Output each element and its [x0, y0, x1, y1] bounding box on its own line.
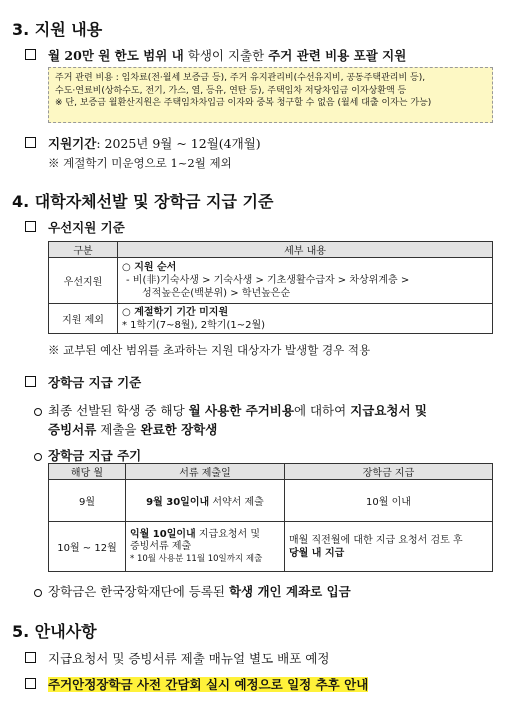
table-cell-payment: 10월 이내 [285, 480, 493, 522]
priority-table-note: ※ 교부된 예산 범위를 초과하는 지원 대상자가 발생할 경우 적용 [48, 343, 371, 357]
scholarship-criteria-title: 장학금 지급 기준 [48, 375, 142, 390]
payment-cycle-title: 장학금 지급 주기 [34, 446, 141, 464]
priority-criteria-title: 우선지원 기준 [48, 220, 125, 235]
checkbox-icon [25, 652, 36, 663]
priority-table [48, 241, 493, 334]
checkbox-icon [25, 376, 36, 387]
checkbox-icon [25, 678, 36, 689]
table-cell-label: 지원 제외 [49, 304, 118, 334]
support-period-note: ※ 계절학기 미운영으로 1~2월 제외 [48, 156, 232, 170]
checkbox-icon [25, 137, 36, 148]
table-header: 구분 [49, 242, 118, 258]
criteria-text-line-1: 최종 선발된 학생 중 해당 월 사용한 주거비용에 대하여 지급요청서 및 [34, 401, 427, 419]
table-cell-month: 9월 [49, 480, 126, 522]
table-header: 장학금 지급 [285, 464, 493, 480]
housing-cost-note-box [48, 67, 493, 123]
section-4-title: 4. 대학자체선발 및 장학금 지급 기준 [12, 192, 274, 211]
table-cell-detail: ○ 지원 순서 - 비(非)기숙사생 > 기숙사생 > 기초생활수급자 > 차상위계층 > 성적높은순(백분위) > 학년높은순 [118, 258, 493, 304]
section-5-title: 5. 안내사항 [12, 622, 97, 641]
table-cell-submission: 9월 30일이내 서약서 제출 [126, 480, 285, 522]
note-line: ※ 단, 보증금 월환산지원은 주택임차차입금 이자와 중복 청구할 수 없음 (월세 대출 이자는 가능) [55, 98, 432, 108]
note-line: 주거 관련 비용 : 임차료(전·월세 보증금 등), 주거 유지관리비(수선유지비, 공동주택관리비 등), [55, 73, 426, 83]
circle-bullet-icon [34, 453, 42, 461]
checkbox-icon [25, 221, 36, 232]
support-period: 지원기간: 2025년 9월 ~ 12월(4개월) [48, 136, 261, 151]
section-3-title: 3. 지원 내용 [12, 20, 103, 39]
table-header: 해당 월 [49, 464, 126, 480]
notice-item-2: 주거안정장학금 사전 간담회 실시 예정으로 일정 추후 안내 [48, 677, 369, 692]
table-cell-payment: 매월 직전월에 대한 지급 요청서 검토 후 당월 내 지급 [285, 522, 493, 572]
checkbox-icon [25, 49, 36, 60]
table-header: 세부 내용 [118, 242, 493, 258]
payment-method-text: 장학금은 한국장학재단에 등록된 학생 개인 계좌로 입금 [34, 582, 351, 600]
note-line: 수도·연료비(상하수도, 전기, 가스, 열, 등유, 연탄 등), 주택임차 저당차입금 이자상환액 등 [55, 85, 407, 96]
notice-item-1: 지급요청서 및 증빙서류 제출 매뉴얼 별도 배포 예정 [48, 651, 330, 666]
support-summary: 월 20만 원 한도 범위 내 학생이 지출한 주거 관련 비용 포괄 지원 [48, 48, 407, 63]
table-cell-submission: 익월 10일이내 지급요청서 및 증빙서류 제출 * 10월 사용분 11월 10일까지 제출 [126, 522, 285, 572]
payment-cycle-table [48, 463, 493, 572]
circle-bullet-icon [34, 408, 42, 416]
circle-bullet-icon [34, 589, 42, 597]
table-header: 서류 제출일 [126, 464, 285, 480]
table-cell-label: 우선지원 [49, 258, 118, 304]
criteria-text-line-2: 증빙서류 제출을 완료한 장학생 [48, 422, 218, 437]
table-cell-detail: ○ 계절학기 기간 미지원 * 1학기(7~8월), 2학기(1~2월) [118, 304, 493, 334]
table-cell-month: 10월 ~ 12월 [49, 522, 126, 572]
